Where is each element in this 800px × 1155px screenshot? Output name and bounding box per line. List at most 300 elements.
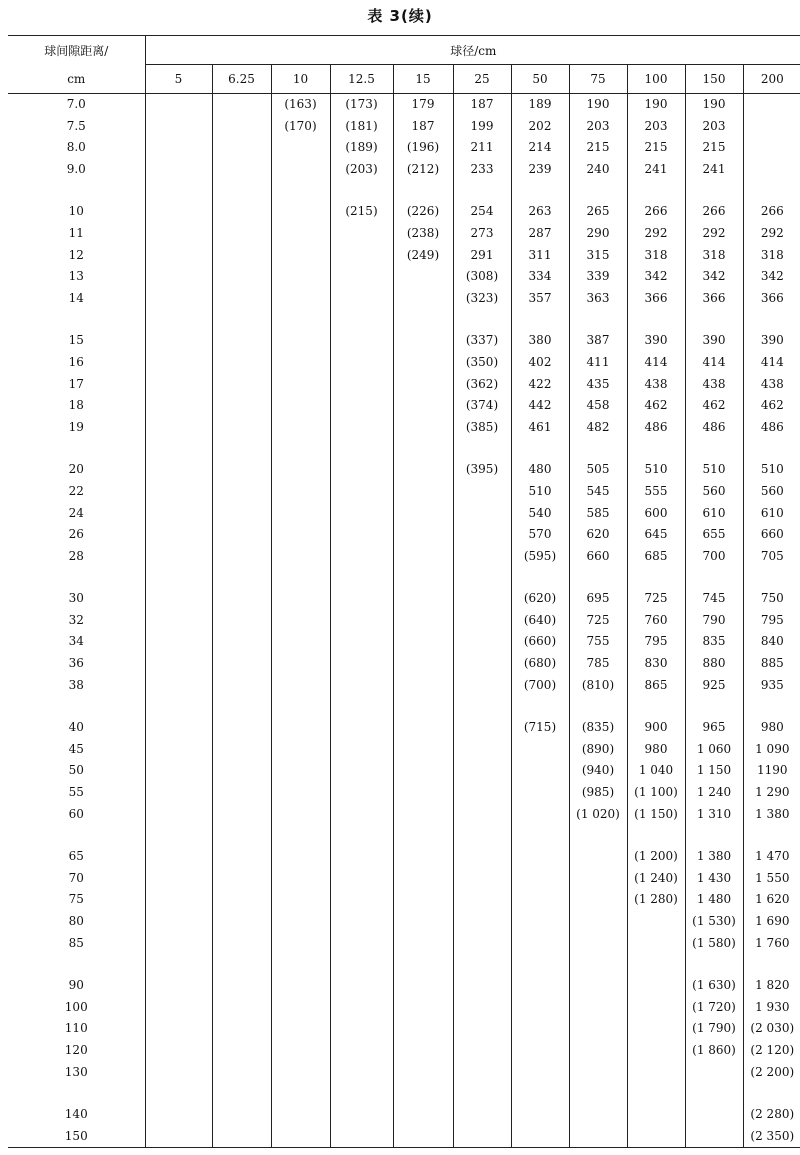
voltage-value-cell: 980 — [743, 717, 800, 739]
voltage-value-cell: 610 — [685, 503, 743, 525]
voltage-value-cell — [145, 804, 212, 826]
voltage-value-cell: 830 — [627, 653, 685, 675]
voltage-value-cell — [393, 782, 453, 804]
voltage-value-cell: 422 — [511, 374, 569, 396]
voltage-value-cell — [627, 1126, 685, 1148]
spacer-cell — [453, 954, 511, 975]
voltage-value-cell — [453, 481, 511, 503]
voltage-value-cell — [569, 1126, 627, 1148]
voltage-value-cell — [569, 933, 627, 955]
table-row — [8, 588, 800, 610]
table-row — [8, 739, 800, 761]
voltage-value-cell — [453, 717, 511, 739]
spacer-cell — [271, 696, 330, 717]
voltage-value-cell — [145, 330, 212, 352]
voltage-value-cell — [145, 653, 212, 675]
spacer-cell — [330, 825, 393, 846]
group-spacer-row — [8, 309, 800, 330]
voltage-value-cell: 1 380 — [743, 804, 800, 826]
table-row — [8, 330, 800, 352]
voltage-value-cell — [212, 911, 271, 933]
voltage-value-cell — [212, 266, 271, 288]
voltage-value-cell — [145, 610, 212, 632]
voltage-value-cell — [271, 546, 330, 568]
voltage-value-cell: 700 — [685, 546, 743, 568]
table-row — [8, 352, 800, 374]
table-row — [8, 675, 800, 697]
voltage-value-cell: 342 — [743, 266, 800, 288]
voltage-value-cell: 795 — [743, 610, 800, 632]
voltage-value-cell — [511, 1062, 569, 1084]
voltage-value-cell: 292 — [685, 223, 743, 245]
spacer-cell — [743, 180, 800, 201]
spacer-cell — [685, 438, 743, 459]
spacer-cell — [330, 1083, 393, 1104]
voltage-value-cell: (620) — [511, 588, 569, 610]
gap-distance-cell: 12 — [68, 247, 84, 262]
spacer-cell — [393, 180, 453, 201]
voltage-value-cell — [212, 288, 271, 310]
voltage-value-cell: (2 030) — [743, 1018, 800, 1040]
table-row — [8, 395, 800, 417]
gap-distance-cell: 130 — [64, 1064, 88, 1079]
voltage-value-cell — [145, 223, 212, 245]
voltage-value-cell: 1190 — [743, 760, 800, 782]
voltage-value-cell — [212, 159, 271, 181]
column-header-diameter: 5 — [145, 65, 212, 94]
voltage-value-cell — [511, 1126, 569, 1148]
voltage-value-cell — [511, 760, 569, 782]
voltage-value-cell: 482 — [569, 417, 627, 439]
voltage-value-cell — [627, 1040, 685, 1062]
column-header-diameter: 6.25 — [212, 65, 271, 94]
voltage-value-cell — [330, 588, 393, 610]
table-row — [8, 245, 800, 267]
voltage-value-cell — [453, 911, 511, 933]
voltage-value-cell — [271, 288, 330, 310]
voltage-value-cell: 555 — [627, 481, 685, 503]
gap-distance-cell: 20 — [68, 462, 84, 477]
voltage-value-cell — [145, 352, 212, 374]
voltage-value-cell: (395) — [453, 459, 511, 481]
voltage-value-cell — [145, 975, 212, 997]
group-spacer-row — [8, 696, 800, 717]
voltage-value-cell — [330, 352, 393, 374]
gap-distance-cell: 90 — [68, 978, 84, 993]
voltage-value-cell: (715) — [511, 717, 569, 739]
voltage-value-cell — [212, 889, 271, 911]
table-row — [8, 610, 800, 632]
table-row — [8, 804, 800, 826]
voltage-value-cell — [145, 266, 212, 288]
voltage-value-cell — [453, 524, 511, 546]
voltage-value-cell: 725 — [569, 610, 627, 632]
voltage-value-cell — [511, 846, 569, 868]
voltage-value-cell — [145, 631, 212, 653]
voltage-value-cell: 318 — [685, 245, 743, 267]
voltage-value-cell — [145, 1104, 212, 1126]
voltage-value-cell — [212, 588, 271, 610]
table-row — [8, 503, 800, 525]
voltage-value-cell: 438 — [743, 374, 800, 396]
voltage-value-cell: (810) — [569, 675, 627, 697]
voltage-value-cell: 750 — [743, 588, 800, 610]
voltage-value-cell — [393, 524, 453, 546]
voltage-value-cell — [145, 459, 212, 481]
group-spacer-row — [8, 954, 800, 975]
table-row — [8, 1040, 800, 1062]
gap-distance-cell: 70 — [68, 870, 84, 885]
voltage-value-cell — [330, 546, 393, 568]
gap-distance-cell: 15 — [68, 333, 84, 348]
spacer-cell — [393, 825, 453, 846]
voltage-value-cell — [271, 1126, 330, 1148]
voltage-value-cell — [271, 352, 330, 374]
voltage-value-cell: (700) — [511, 675, 569, 697]
voltage-value-cell — [271, 675, 330, 697]
voltage-value-cell: 203 — [627, 116, 685, 138]
gap-distance-cell: 65 — [68, 849, 84, 864]
voltage-value-cell — [569, 1018, 627, 1040]
spacer-cell — [330, 696, 393, 717]
voltage-value-cell — [627, 975, 685, 997]
voltage-value-cell — [330, 739, 393, 761]
spacer-cell — [627, 1083, 685, 1104]
voltage-value-cell — [743, 94, 800, 116]
voltage-value-cell — [330, 417, 393, 439]
voltage-value-cell: 266 — [743, 201, 800, 223]
voltage-value-cell: 570 — [511, 524, 569, 546]
spacer-cell — [511, 954, 569, 975]
voltage-value-cell — [453, 546, 511, 568]
voltage-value-cell — [212, 116, 271, 138]
voltage-value-cell — [330, 374, 393, 396]
voltage-value-cell — [212, 503, 271, 525]
voltage-value-cell — [330, 933, 393, 955]
voltage-value-cell — [330, 675, 393, 697]
spacer-cell — [271, 438, 330, 459]
voltage-value-cell: (1 020) — [569, 804, 627, 826]
spacer-cell — [511, 825, 569, 846]
voltage-value-cell — [271, 588, 330, 610]
gap-distance-cell: 110 — [64, 1021, 88, 1036]
voltage-value-cell — [511, 1104, 569, 1126]
voltage-value-cell — [271, 1040, 330, 1062]
voltage-value-cell — [212, 481, 271, 503]
voltage-value-cell: 311 — [511, 245, 569, 267]
voltage-value-cell — [393, 675, 453, 697]
voltage-value-cell — [330, 459, 393, 481]
voltage-value-cell: 705 — [743, 546, 800, 568]
spacer-cell — [393, 309, 453, 330]
voltage-value-cell: 1 760 — [743, 933, 800, 955]
voltage-value-cell — [330, 1104, 393, 1126]
voltage-value-cell: (249) — [393, 245, 453, 267]
voltage-value-cell — [627, 997, 685, 1019]
voltage-value-cell — [271, 975, 330, 997]
voltage-value-cell — [271, 631, 330, 653]
voltage-value-cell: 211 — [453, 137, 511, 159]
column-group-header-sphere-diameter: 球径/cm — [145, 36, 800, 65]
voltage-value-cell: 510 — [511, 481, 569, 503]
voltage-value-cell — [330, 1062, 393, 1084]
spacer-cell — [685, 954, 743, 975]
gap-distance-cell: 34 — [68, 634, 84, 649]
voltage-value-cell — [453, 653, 511, 675]
voltage-value-cell — [453, 675, 511, 697]
table-row — [8, 288, 800, 310]
voltage-value-cell — [393, 739, 453, 761]
voltage-value-cell — [330, 782, 393, 804]
voltage-value-cell — [511, 739, 569, 761]
voltage-value-cell — [212, 653, 271, 675]
voltage-value-cell: 190 — [685, 94, 743, 116]
voltage-value-cell: 290 — [569, 223, 627, 245]
voltage-value-cell: 486 — [743, 417, 800, 439]
voltage-value-cell — [212, 760, 271, 782]
voltage-value-cell — [212, 804, 271, 826]
table-row — [8, 717, 800, 739]
voltage-value-cell — [330, 1126, 393, 1148]
voltage-value-cell: (660) — [511, 631, 569, 653]
spacer-cell — [685, 696, 743, 717]
column-header-diameter: 100 — [627, 65, 685, 94]
voltage-value-cell: (1 200) — [627, 846, 685, 868]
voltage-value-cell: (1 100) — [627, 782, 685, 804]
voltage-value-cell — [393, 717, 453, 739]
voltage-value-cell — [145, 782, 212, 804]
voltage-value-cell — [627, 911, 685, 933]
voltage-value-cell: 755 — [569, 631, 627, 653]
voltage-value-cell — [145, 137, 212, 159]
voltage-value-cell — [393, 653, 453, 675]
voltage-value-cell — [145, 524, 212, 546]
voltage-value-cell — [393, 546, 453, 568]
table-row — [8, 760, 800, 782]
spacer-cell — [569, 309, 627, 330]
voltage-value-cell — [330, 223, 393, 245]
voltage-value-cell — [271, 782, 330, 804]
voltage-value-cell: (1 240) — [627, 868, 685, 890]
voltage-value-cell: 215 — [627, 137, 685, 159]
voltage-value-cell: 790 — [685, 610, 743, 632]
voltage-value-cell: 610 — [743, 503, 800, 525]
voltage-value-cell — [271, 374, 330, 396]
voltage-value-cell: 435 — [569, 374, 627, 396]
voltage-value-cell: 660 — [569, 546, 627, 568]
voltage-value-cell — [271, 804, 330, 826]
voltage-value-cell — [212, 1104, 271, 1126]
voltage-value-cell — [453, 1062, 511, 1084]
voltage-value-cell: 545 — [569, 481, 627, 503]
voltage-value-cell: 292 — [743, 223, 800, 245]
voltage-value-cell — [212, 868, 271, 890]
voltage-value-cell — [212, 675, 271, 697]
voltage-value-cell — [212, 459, 271, 481]
spacer-cell — [685, 825, 743, 846]
voltage-value-cell — [271, 481, 330, 503]
voltage-value-cell — [145, 374, 212, 396]
voltage-value-cell: 339 — [569, 266, 627, 288]
voltage-value-cell — [569, 868, 627, 890]
voltage-value-cell: (212) — [393, 159, 453, 181]
voltage-value-cell — [393, 395, 453, 417]
voltage-value-cell — [271, 245, 330, 267]
voltage-value-cell — [330, 997, 393, 1019]
table-row — [8, 868, 800, 890]
voltage-value-cell: 600 — [627, 503, 685, 525]
voltage-value-cell: (226) — [393, 201, 453, 223]
table-row — [8, 201, 800, 223]
voltage-value-cell: 925 — [685, 675, 743, 697]
voltage-value-cell: 885 — [743, 653, 800, 675]
gap-distance-cell: 80 — [68, 914, 84, 928]
voltage-value-cell: 390 — [743, 330, 800, 352]
spacer-cell — [212, 825, 271, 846]
voltage-value-cell: 266 — [627, 201, 685, 223]
voltage-value-cell — [212, 717, 271, 739]
voltage-value-cell: 685 — [627, 546, 685, 568]
voltage-value-cell — [393, 997, 453, 1019]
voltage-value-cell: 438 — [627, 374, 685, 396]
voltage-value-cell: 273 — [453, 223, 511, 245]
voltage-value-cell — [393, 459, 453, 481]
voltage-value-cell — [145, 1126, 212, 1148]
spacer-cell — [511, 696, 569, 717]
voltage-value-cell — [393, 804, 453, 826]
spacer-cell — [569, 567, 627, 588]
gap-distance-cell: 24 — [68, 505, 84, 520]
column-header-diameter: 12.5 — [330, 65, 393, 94]
voltage-value-cell: 334 — [511, 266, 569, 288]
voltage-value-cell — [271, 868, 330, 890]
voltage-value-cell — [453, 933, 511, 955]
voltage-value-cell: (2 280) — [743, 1104, 800, 1126]
gap-distance-cell: 14 — [68, 290, 84, 305]
column-header-diameter: 25 — [453, 65, 511, 94]
voltage-value-cell — [393, 846, 453, 868]
voltage-value-cell: 187 — [453, 94, 511, 116]
voltage-value-cell — [330, 717, 393, 739]
voltage-value-cell — [511, 1040, 569, 1062]
voltage-value-cell — [330, 395, 393, 417]
column-header-diameter: 50 — [511, 65, 569, 94]
voltage-value-cell — [330, 1018, 393, 1040]
gap-distance-cell: 60 — [68, 806, 84, 821]
voltage-value-cell — [393, 1040, 453, 1062]
voltage-value-cell — [212, 223, 271, 245]
spacer-cell — [145, 954, 212, 975]
voltage-value-cell: 1 240 — [685, 782, 743, 804]
gap-distance-cell: 150 — [8, 1126, 145, 1148]
spacer-cell — [453, 567, 511, 588]
voltage-value-cell: 263 — [511, 201, 569, 223]
voltage-value-cell: 241 — [627, 159, 685, 181]
voltage-value-cell: 380 — [511, 330, 569, 352]
voltage-value-cell — [453, 997, 511, 1019]
spacer-cell — [743, 825, 800, 846]
voltage-value-cell: (595) — [511, 546, 569, 568]
voltage-value-cell: 1 430 — [685, 868, 743, 890]
voltage-value-cell: 462 — [685, 395, 743, 417]
voltage-value-cell: (238) — [393, 223, 453, 245]
spacer-cell — [569, 180, 627, 201]
voltage-value-cell: 315 — [569, 245, 627, 267]
voltage-value-cell: 1 310 — [685, 804, 743, 826]
voltage-value-cell — [393, 1126, 453, 1148]
voltage-value-cell — [271, 503, 330, 525]
voltage-value-cell — [569, 1062, 627, 1084]
table-row — [8, 459, 800, 481]
spacer-cell — [212, 1083, 271, 1104]
spacer-cell — [511, 567, 569, 588]
voltage-value-cell — [145, 675, 212, 697]
voltage-value-cell: 760 — [627, 610, 685, 632]
voltage-value-cell: (835) — [569, 717, 627, 739]
voltage-value-cell — [569, 1104, 627, 1126]
gap-distance-cell: 36 — [68, 656, 84, 671]
voltage-value-cell — [212, 546, 271, 568]
gap-distance-cell: 26 — [68, 527, 84, 542]
voltage-value-cell: (196) — [393, 137, 453, 159]
gap-distance-cell: 28 — [68, 548, 84, 563]
gap-distance-cell: 45 — [68, 741, 84, 756]
table-row — [8, 116, 800, 138]
voltage-value-cell: 387 — [569, 330, 627, 352]
voltage-value-cell — [393, 631, 453, 653]
gap-distance-cell: 11 — [68, 225, 84, 240]
spacer-cell — [8, 309, 145, 330]
spacer-cell — [212, 954, 271, 975]
voltage-value-cell — [145, 911, 212, 933]
voltage-value-cell: 865 — [627, 675, 685, 697]
spacer-cell — [511, 309, 569, 330]
voltage-value-cell: (640) — [511, 610, 569, 632]
voltage-value-cell — [393, 417, 453, 439]
spacer-cell — [271, 825, 330, 846]
voltage-value-cell — [453, 782, 511, 804]
voltage-value-cell — [453, 631, 511, 653]
voltage-value-cell: 505 — [569, 459, 627, 481]
spacer-cell — [511, 438, 569, 459]
voltage-value-cell — [145, 1018, 212, 1040]
voltage-value-cell — [511, 804, 569, 826]
spacer-cell — [330, 309, 393, 330]
spacer-cell — [145, 567, 212, 588]
spacer-cell — [627, 954, 685, 975]
spacer-cell — [271, 180, 330, 201]
voltage-value-cell: 214 — [511, 137, 569, 159]
spacer-cell — [145, 180, 212, 201]
voltage-value-cell: 203 — [685, 116, 743, 138]
voltage-value-cell — [212, 201, 271, 223]
voltage-value-cell — [330, 503, 393, 525]
table-row — [8, 481, 800, 503]
voltage-value-cell — [511, 975, 569, 997]
voltage-value-cell — [393, 374, 453, 396]
spacer-cell — [627, 825, 685, 846]
table-row — [8, 546, 800, 568]
voltage-value-cell: (181) — [330, 116, 393, 138]
voltage-value-cell — [271, 997, 330, 1019]
voltage-value-cell: 254 — [453, 201, 511, 223]
voltage-value-cell: 190 — [627, 94, 685, 116]
voltage-value-cell: 215 — [569, 137, 627, 159]
voltage-value-cell — [145, 933, 212, 955]
spacer-cell — [145, 438, 212, 459]
voltage-value-cell — [330, 266, 393, 288]
voltage-value-cell: (203) — [330, 159, 393, 181]
